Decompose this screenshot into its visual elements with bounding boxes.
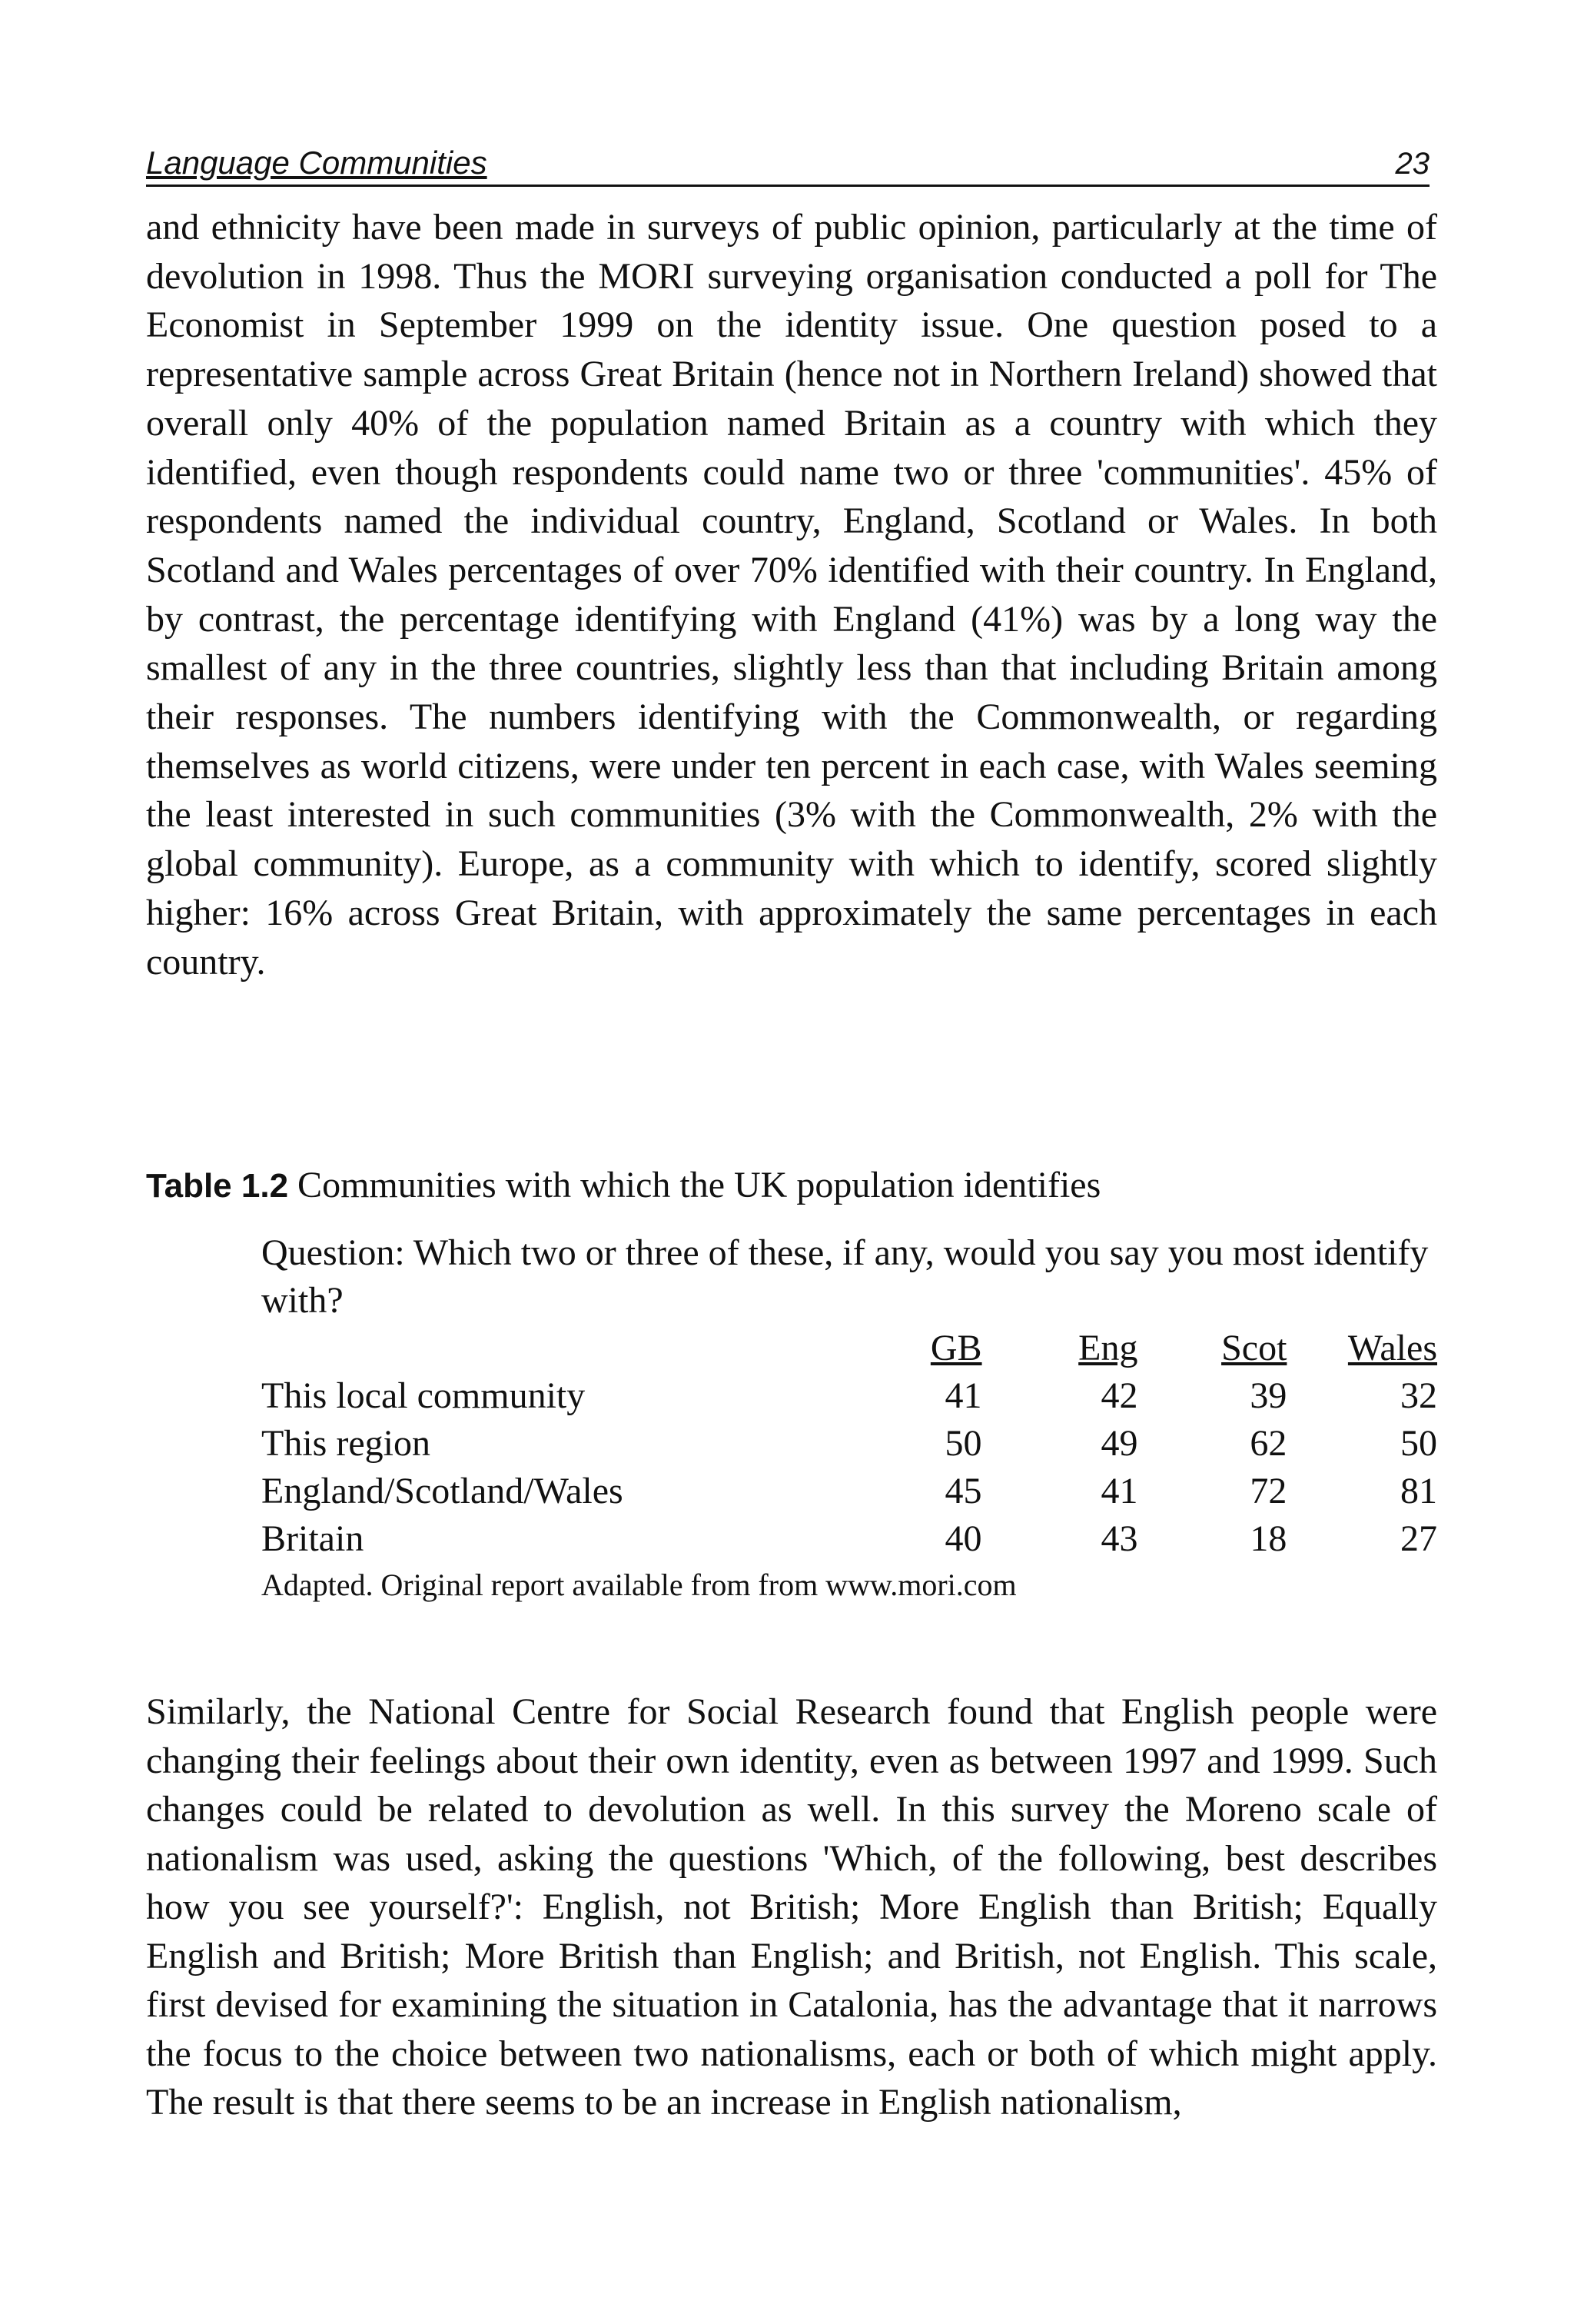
row-label: This local community [261,1375,586,1416]
cell-eng: 42 [1101,1375,1138,1416]
table-source-note: Adapted. Original report available from from www.mori.com [261,1568,1017,1602]
table-row [261,1468,1437,1515]
cell-eng: 43 [1101,1518,1138,1559]
cell-gb: 40 [945,1518,982,1559]
cell-scot: 18 [1250,1518,1287,1559]
row-label: Britain [261,1518,364,1559]
table-1-2 [146,1161,1437,1604]
column-header-gb: GB [930,1328,982,1368]
cell-gb: 41 [945,1375,982,1416]
header-spacer [261,1325,906,1372]
cell-wales: 50 [1400,1423,1437,1464]
table-header-row [261,1325,1437,1372]
page-number: 23 [1395,147,1430,181]
table-caption [146,1161,1437,1211]
column-header-scot: Scot [1221,1328,1287,1368]
cell-eng: 49 [1101,1423,1138,1464]
cell-wales: 81 [1400,1471,1437,1511]
cell-gb: 45 [945,1471,982,1511]
survey-question: Question: Which two or three of these, if any, would you say you most identify with? [261,1232,1429,1321]
running-title: Language Communities [146,145,487,181]
table-row [261,1515,1437,1563]
table-number: Table 1.2 [146,1167,289,1205]
cell-scot: 72 [1250,1471,1287,1511]
cell-gb: 50 [945,1423,982,1464]
table-row [261,1372,1437,1420]
running-header [146,117,1430,187]
table-row [261,1420,1437,1468]
table-title: Communities with which the UK population identifies [297,1165,1101,1205]
body-paragraph-2: Similarly, the National Centre for Social Research found that English people were changing their feelings about their own identity, even as between 1997 and 1999. Such changes could be related to devolution as well. In this survey the Moreno scale of nationalism was used, asking the questions 'Which, of the following, best describes how you see yourself?': English, not British; More English than British; Equally English and British; More British than English; and British, not English. This scale, first devised for examining the situation in Catalonia, has the advantage that it narrows the focus to the choice between two nationalisms, each or both of which might apply. The result is that there seems to be an increase in English nationalism, [146,1691,1437,2123]
column-header-eng: Eng [1078,1328,1138,1368]
column-header-wales: Wales [1347,1328,1437,1368]
cell-wales: 32 [1400,1375,1437,1416]
row-label: England/Scotland/Wales [261,1471,623,1511]
identity-table [261,1325,1437,1563]
cell-scot: 39 [1250,1375,1287,1416]
body-paragraph-1: and ethnicity have been made in surveys of public opinion, particularly at the time of devolution in 1998. Thus the MORI surveying organisation conducted a poll for The Economist in September 1999 on the identity issue. One question posed to a representative sample across Great Britain (hence not in Northern Ireland) showed that overall only 40% of the population named Britain as a country with which they identified, even though respondents could name two or three 'communities'. 45% of respondents named the individual country, England, Scotland or Wales. In both Scotland and Wales percentages of over 70% identified with their country. In England, by contrast, the percentage identifying with England (41%) was by a long way the smallest of any in the three countries, slightly less than that including Britain among their responses. The numbers identifying with the Commonwealth, or regarding themselves as world citizens, were under ten percent in each case, with Wales seeming the least interested in such communities (3% with the Commonwealth, 2% with the global community). Europe, as a community with which to identify, scored slightly higher: 16% across Great Britain, with approximately the same percentages in each country. [146,207,1437,982]
row-label: This region [261,1423,430,1464]
cell-scot: 62 [1250,1423,1287,1464]
cell-wales: 27 [1400,1518,1437,1559]
cell-eng: 41 [1101,1471,1138,1511]
